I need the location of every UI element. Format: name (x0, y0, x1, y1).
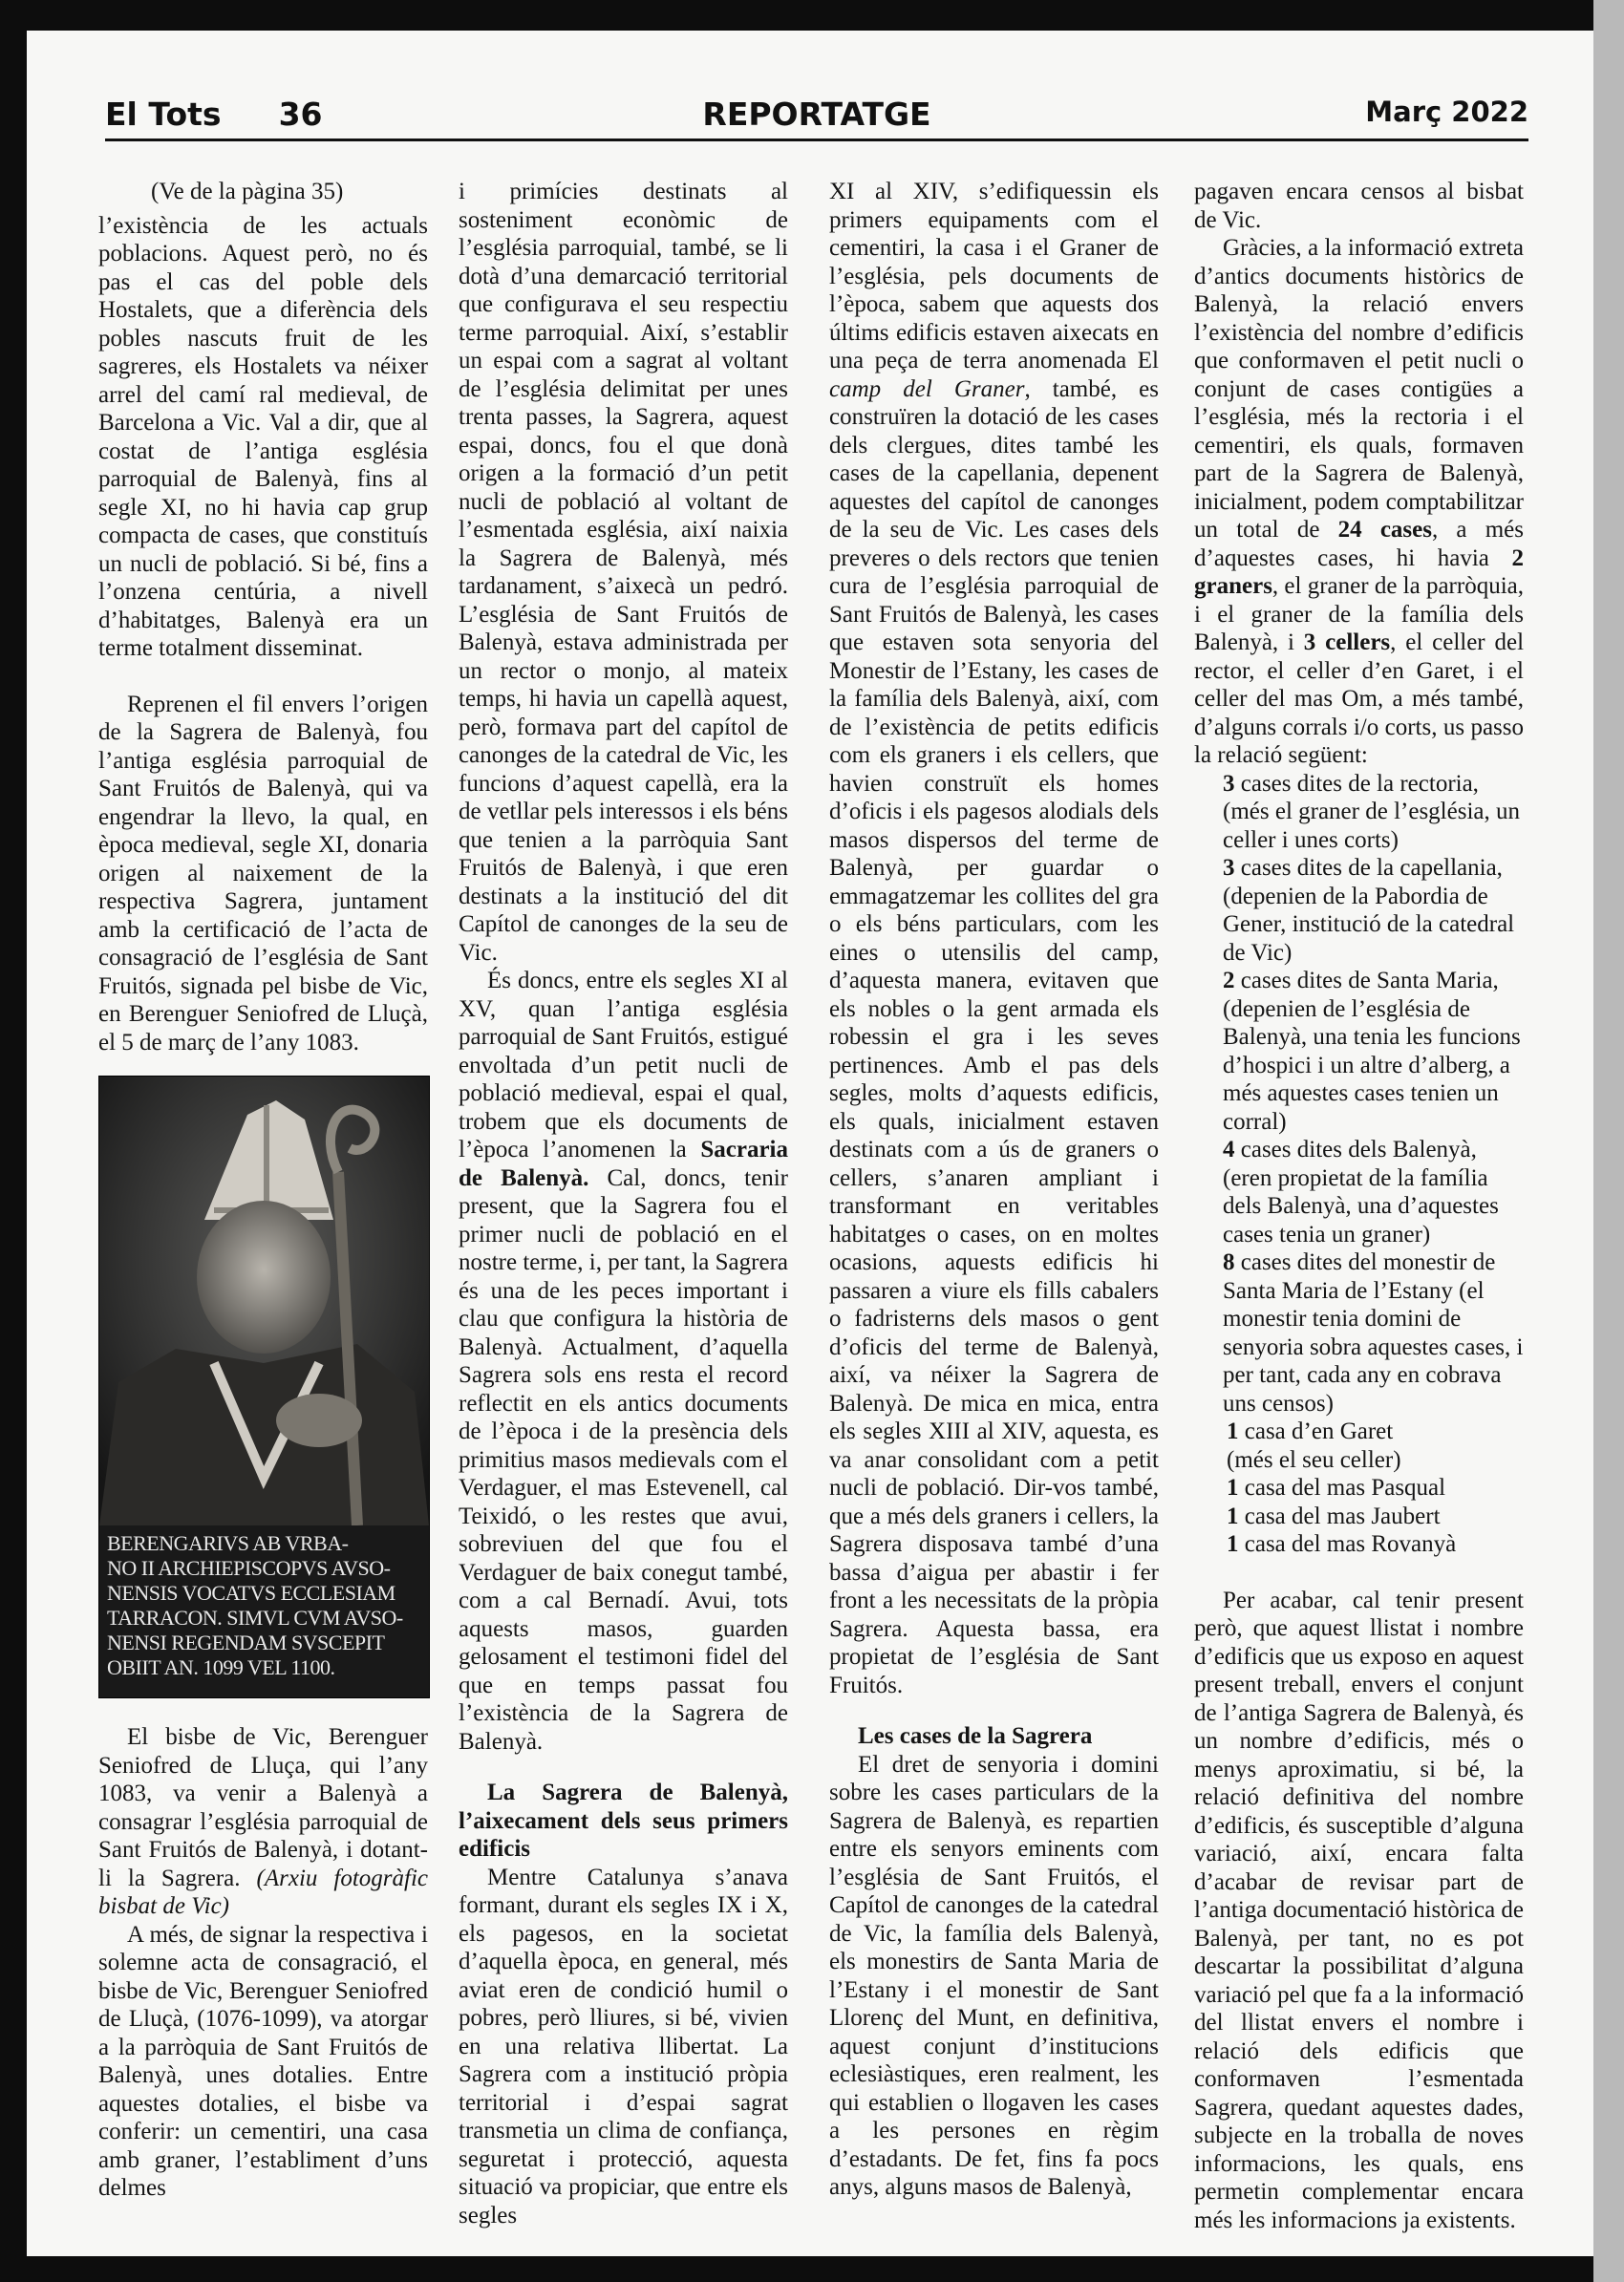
list-item (1194, 1248, 1524, 1418)
header-rule (105, 139, 1528, 141)
inscription-line: OBIIT AN. 1099 VEL 1100. (107, 1655, 335, 1679)
column-2 (459, 178, 788, 2229)
caption-credit: (Arxiu fotogràfic bisbat de Vic) (98, 1865, 429, 1919)
inscription-line: TARRACON. SIMVL CVM AVSO- (107, 1606, 403, 1630)
count: 1 (1227, 1418, 1239, 1444)
paragraph: pagaven encara censos al bisbat de Vic. (1194, 179, 1524, 233)
text-run: , a més d’aquestes cases, hi havia (1194, 517, 1524, 571)
text-run: XI al XIV, s’edifiquessin els primers equipaments com el cementiri, la casa i el Graner de l’església, pels documents de l’època, sabem que aquests dos últims edificis estaven aixecats en una peça de terra anomenada El (829, 179, 1159, 373)
paragraph: i primícies destinats al sosteniment econòmic de l’església parroquial, també, se li dotà d’una demarcació territorial que configurava el seu respectiu terme parroquial. Així, s’establir un espai com a sagrat al voltant de l’església delimitat per unes trenta passes, la Sagrera, aquest espai, doncs, fou el que donà origen a la formació d’un petit nucli de població al voltant de l’esmentada església, així naixia la Sagrera de Balenyà, més tardanament, s’aixecà un pedró. L’església de Sant Fruitós de Balenyà, estava administrada per un rector o monjo, al mateix temps, hi havia un capellà aquest, però, formava part del capítol de canonges de la catedral de Vic, les funcions d’aquest capellà, era la de vetllar pels interessos i els béns que tenien a la parròquia Sant Fruitós de Balenyà, i que eren destinats a la institució del dit Capítol de canonges de la seu de Vic. (459, 179, 788, 966)
page-edge (1593, 0, 1624, 2282)
paragraph: A més, de signar la respectiva i solemne acta de consagració, el bisbe de Vic, Berenguer Seniofred de Lluçà, (1076-1099), va atorgar a la parròquia de Sant Fruitós de Balenyà, unes dotalies. Entre aquestes dotalies, el bisbe va conferir: un cementiri, una casa amb graner, l’establiment d’uns delmes (98, 1921, 428, 2201)
list-item (1194, 1418, 1524, 1446)
inscription-line: NENSIS VOCATVS ECCLESIAM (107, 1581, 395, 1605)
continued-from-note: (Ve de la pàgina 35) (151, 179, 344, 204)
item-text: casa del mas Rovanyà (1238, 1531, 1457, 1557)
count: 1 (1227, 1475, 1239, 1501)
text-run: , el celler del rector, el celler d’en Garet, i el celler del mas Om, a més també, d’alguns corrals i/o corts, us passo la relació següent: (1194, 629, 1525, 768)
monastery-sublist (1194, 1418, 1524, 1559)
page-number: 36 (278, 96, 323, 133)
portrait-inscription (107, 1531, 421, 1680)
inscription-line: NO II ARCHIEPISCOPVS AVSO- (107, 1556, 391, 1580)
magazine-masthead (105, 96, 323, 133)
bold-count: 2 graners (1194, 544, 1524, 599)
count: 1 (1227, 1503, 1239, 1529)
page-header (105, 96, 1528, 139)
list-item (1194, 770, 1524, 855)
item-text: cases dites dels Balenyà, (eren propietat de la família dels Balenyà, una d’aquestes cases tenia un graner) (1223, 1137, 1499, 1248)
list-item (1194, 1530, 1524, 1559)
count: 3 (1223, 855, 1235, 881)
column-3 (829, 178, 1159, 2202)
count: 1 (1227, 1531, 1239, 1557)
bold-term: Sacraria de Balenyà. (459, 1137, 788, 1191)
item-text: casa d’en Garet (1238, 1418, 1394, 1444)
section-heading: Les cases de la Sagrera (858, 1723, 1093, 1749)
paragraph: l’existència de les actuals poblacions. Aquest però, no és pas el cas del poble dels Hostalets, que a diferència dels pobles nascuts fruit de les sagreres, els Hostalets va néixer arrel del camí ral medieval, de Barcelona a Vic. Val a dir, que al costat de l’antiga església parroquial de Balenyà, fins al segle XI, no hi havia cap grup compacta de cases, que constituís un nucli de població. Si bé, fins a l’onzena centúria, a nivell d’habitatges, Balenyà era un terme totalment disseminat. (98, 212, 428, 661)
caption-text: El bisbe de Vic, Berenguer Seniofred de Lluça, qui l’any 1083, va venir a Balenyà a consagrar l’església parroquial de Sant Fruitós de Balenyà, i dotant-li la Sagrera. (98, 1724, 428, 1891)
place-name: camp del Graner (829, 375, 1025, 402)
item-text: cases dites del monestir de Santa Maria de l’Estany (el monestir tenia domini de senyoria sobra aquestes cases, i per tant, cada any en cobrava uns censos) (1223, 1249, 1524, 1417)
inscription-line: NENSI REGENDAM SVSCEPIT (107, 1631, 385, 1654)
item-text: cases dites de Santa Maria, (depenien de l’església de Balenyà, una tenia les funcions d’hospici i un altre d’alberg, a més aquestes cases tenien un corral) (1223, 968, 1521, 1135)
issue-date: Març 2022 (1365, 96, 1528, 128)
list-item (1194, 854, 1524, 967)
text-run: És doncs, entre els segles XI al XV, quan l’antiga església parroquial de Sant Fruitós, estigué envoltada d’un petit nucli de població medieval, espai el qual, trobem que els documents de l’època l’anomenen la (459, 968, 788, 1162)
text-run: Gràcies, a la informació extreta d’antics documents històrics de Balenyà, la relació envers l’existència del nombre d’edificis que conformaven el petit nucli o conjunt de cases contigües a l’església, més la rectoria i el cementiri, els quals, formaven part de la Sagrera de Balenyà, inicialment, podem comptabilitzar un total de (1194, 235, 1524, 543)
paragraph: El dret de senyoria i domini sobre les cases particulars de la Sagrera de Balenyà, es repartien entre els senyors eminents com l’església de Sant Fruitós, el Capítol de canonges de la catedral de Vic, la família dels Balenyà, els monestirs de Santa Maria de l’Estany i el monestir de Sant Llorenç del Munt, en definitiva, aquest conjunt d’institucions eclesiàstiques, eren realment, les qui establien o llogaven les cases a les persones en règim d’estadants. De fet, fins fa pocs anys, alguns masos de Balenyà, (829, 1751, 1159, 2200)
item-text: casa del mas Pasqual (1238, 1475, 1446, 1501)
count: 4 (1223, 1137, 1235, 1162)
section-title: REPORTATGE (702, 96, 931, 133)
bold-count: 24 cases (1337, 517, 1432, 543)
paragraph: Reprenen el fil envers l’origen de la Sagrera de Balenyà, fou l’antiga església parroquial de Sant Fruitós de Balenyà, qui va engendrar la llevo, la qual, en època medieval, segle XI, donaria origen al naixement de la respectiva Sagrera, juntament amb la certificació de l’acta de consagració de l’església de Sant Fruitós, signada pel bisbe de Vic, en Berenguer Seniofred de Lluçà, el 5 de març de l’any 1083. (98, 691, 428, 1056)
count: 8 (1223, 1249, 1235, 1275)
magazine-name: El Tots (105, 96, 222, 133)
list-item (1194, 1136, 1524, 1248)
list-item (1194, 1474, 1524, 1503)
list-item (1194, 1503, 1524, 1531)
text-run: Cal, doncs, tenir present, que la Sagrera fou el primer nucli de població en el nostre terme, i, per tant, la Sagrera és una de les peces important i clau que configura la història de Balenyà. Actualment, d’aquella Sagrera sols ens resta el record reflectit en els antics documents de l’època i de la presència dels primitius masos medievals com el Verdaguer, el mas Estevenell, cal Teixidó, o les restes que avui, sobreviuen del que fou el Verdaguer de baix conegut també, com a cal Bernadí. Avui, tots aquests masos, guarden gelosament el testimoni fidel del que en temps passat fou l’existència de la Sagrera de Balenyà. (459, 1164, 788, 1755)
item-text: cases dites de la rectoria, (més el graner de l’església, un celler i unes corts) (1223, 770, 1520, 853)
item-text: (més el seu celler) (1227, 1446, 1401, 1473)
image-caption (98, 1723, 428, 1921)
bishop-portrait-image (98, 1076, 430, 1698)
paragraph: Per acabar, cal tenir present però, que aquest llistat i nombre d’edificis que us exposo en aquest present treball, envers el conjunt de l’antiga Sagrera de Balenyà, és un nombre d’edificis, més o menys aproximatiu, si bé, la relació definitiva del nombre d’edificis, és susceptible d’alguna variació, així, encara falta d’acabar de revisar part de l’antiga documentació històrica de Balenyà, per tant, no es pot descartar la possibilitat d’alguna variació pel que fa a la informació del llistat envers el nombre i relació dels edificis que conformaven l’esmentada Sagrera, quedant aquestes dades, subjecte en la troballa de noves informacions, les quals, ens permetin complementar encara més les informacions ja existents. (1194, 1587, 1525, 2233)
column-1 (98, 178, 428, 2203)
building-list (1194, 770, 1524, 1418)
inscription-line: BERENGARIVS AB VRBA- (107, 1531, 349, 1555)
column-4 (1194, 178, 1524, 2234)
paragraph (459, 967, 788, 1756)
text-run: , el graner de la parròquia, i el graner de la família dels Balenyà, i (1194, 573, 1524, 655)
item-text: cases dites de la capellania, (depenien de la Pabordia de Gener, institució de la catedral de Vic) (1223, 855, 1515, 966)
paragraph: Mentre Catalunya s’anava formant, durant els segles IX i X, els pagesos, en la societat d’aquella època, en general, més aviat eren de condició humil o pobres, però lliures, si bé, vivien en una relativa llibertat. La Sagrera com a institució pròpia territorial i d’espai sagrat transmetia un clima de confiança, seguretat i protecció, aquesta situació va propiciar, que entre els segles (459, 1864, 788, 2229)
bold-count: 3 cellers (1303, 629, 1391, 655)
item-text: casa del mas Jaubert (1238, 1503, 1441, 1529)
count: 2 (1223, 968, 1235, 993)
paragraph (829, 178, 1159, 1699)
list-item (1194, 1446, 1524, 1475)
list-item (1194, 967, 1524, 1136)
paragraph (1194, 234, 1524, 770)
count: 3 (1223, 770, 1235, 797)
section-heading: La Sagrera de Balenyà, l’aixecament dels seus primers edificis (459, 1780, 788, 1862)
text-run: , també, es construïren la dotació de les cases dels clergues, dites també les cases de la capellania, depenent aquestes del capítol de canonges de la seu de Vic. Les cases dels preveres o dels rectors que tenien cura de l’església parroquial de Sant Fruitós de Balenyà, les cases que estaven sota senyoria del Monestir de l’Estany, les cases de la família dels Balenyà, així, com de l’existència de petits edificis com els graners i els cellers, que havien construït els homes d’oficis i els pagesos alodials dels masos dispersos del terme de Balenyà, per guardar o emmagatzemar les collites del gra o els béns particulars, com les eines o utensilis del camp, d’aquesta manera, evitaven que els nobles o la gent armada els robessin el gra i les seves pertinences. Amb el pas dels segles, molts d’aquests edificis, els quals, inicialment estaven destinats com a ús de graners o cellers, s’anaren ampliant i transformant en veritables habitatges o cases, on en moltes ocasions, aquests edificis hi passaren a viure els fills cabalers o fadristerns dels masos o gent d’oficis del terme de Balenyà, així, va néixer la Sagrera de Balenyà. De mica en mica, entra els segles XIII al XIV, aquesta, es va anar consolidant com a petit nucli de població. Dir-vos també, que a més dels graners i cellers, la Sagrera disposava també d’una bassa d’aigua per abastir i fer front a les necessitats de la pròpia Sagrera. Aquesta bassa, era propietat de l’església de Sant Fruitós. (829, 375, 1159, 1698)
